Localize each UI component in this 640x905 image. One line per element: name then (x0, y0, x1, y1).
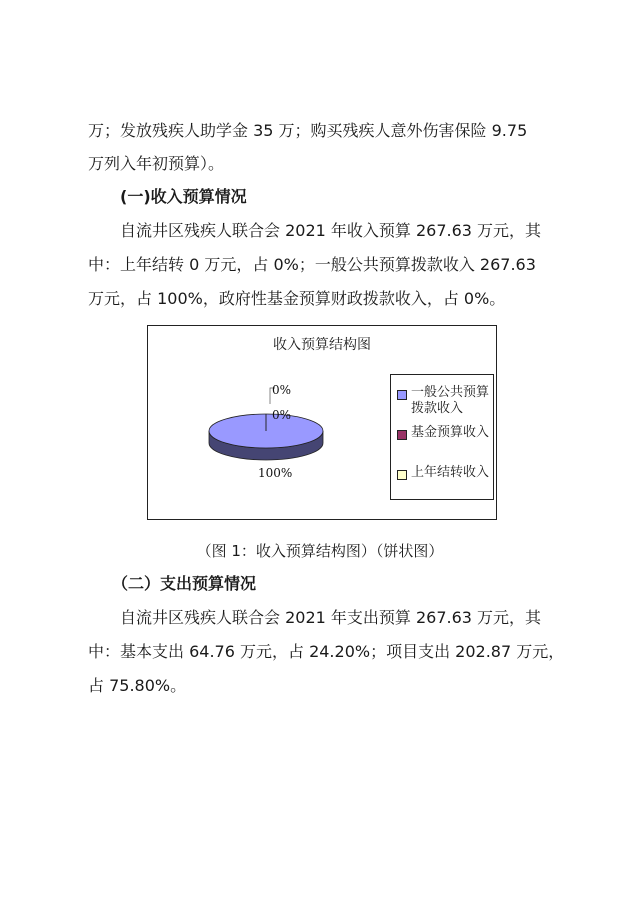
legend-label-2: 上年结转收入 (411, 465, 490, 480)
income-pie-chart (147, 325, 497, 520)
heading-expense-budget: （二）支出预算情况 (112, 574, 257, 593)
p2-line3: 占 75.80%。 (88, 676, 187, 695)
legend-label-1: 基金预算收入 (411, 425, 490, 440)
pie-data-label-1: 0% (272, 383, 292, 397)
p1-line3: 万元，占 100%，政府性基金预算财政拨款收入，占 0%。 (88, 289, 506, 308)
pie-data-label-2: 0% (272, 408, 292, 422)
chart-title: 收入预算结构图 (273, 337, 371, 353)
pie-data-label-0: 100% (258, 466, 293, 480)
p2-line1: 自流井区残疾人联合会 2021 年支出预算 267.63 万元，其 (120, 608, 542, 627)
legend-swatch-1 (397, 430, 407, 440)
figure-caption: （图 1：收入预算结构图）（饼状图） (196, 542, 444, 560)
p1-line1: 自流井区残疾人联合会 2021 年收入预算 267.63 万元，其 (120, 221, 542, 240)
chart-legend (390, 374, 494, 500)
p1-line2: 中：上年结转 0 万元，占 0%；一般公共预算拨款收入 267.63 (88, 255, 536, 274)
legend-swatch-2 (397, 470, 407, 480)
p0-line2: 万列入年初预算）。 (88, 154, 225, 173)
legend-swatch-0 (397, 390, 407, 400)
heading-income-budget: (一)收入预算情况 (120, 187, 247, 206)
legend-label-0: 一般公共预算拨款收入 (411, 385, 490, 416)
p2-line2: 中：基本支出 64.76 万元，占 24.20%；项目支出 202.87 万元， (88, 642, 565, 661)
p0-line1: 万；发放残疾人助学金 35 万；购买残疾人意外伤害保险 9.75 (88, 121, 528, 140)
pie-plot (148, 326, 388, 519)
